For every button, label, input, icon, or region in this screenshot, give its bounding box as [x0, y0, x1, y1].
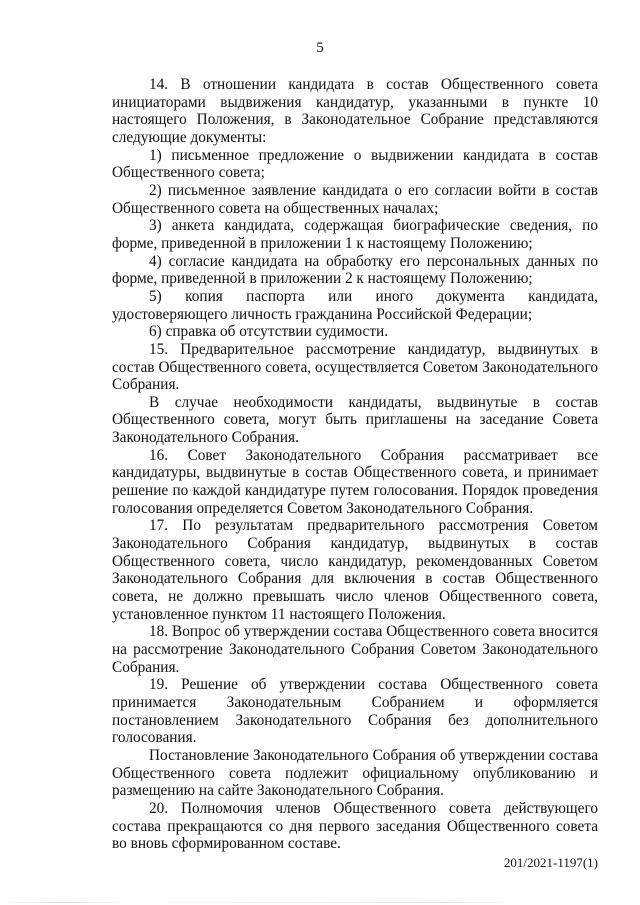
list-item-2: 2) письменное заявление кандидата о его согласии войти в состав Общественного совета на общественных началах; — [112, 181, 598, 217]
list-item-5: 5) копия паспорта или иного документа кандидата, удостоверяющего личность гражданина Российской Федерации; — [112, 287, 598, 323]
paragraph-20: 20. Полномочия членов Общественного совета действующего состава прекращаются со дня первого заседания Общественного совета во вновь сформированном составе. — [112, 799, 598, 853]
list-item-6: 6) справка об отсутствии судимости. — [149, 323, 389, 341]
list-item-1: 1) письменное предложение о выдвижении кандидата в состав Общественного совета; — [112, 146, 598, 182]
paragraph-19: 19. Решение об утверждении состава Общественного совета принимается Законодательным Собранием и оформляется постановлением Законодательного Собрания без дополнительного голосования. — [112, 676, 598, 747]
paragraph-15-continued: В случае необходимости кандидаты, выдвинутые в состав Общественного совета, могут быть приглашены на заседание Совета Законодательного Собрания. — [112, 393, 598, 447]
paragraph-15: 15. Предварительное рассмотрение кандидатур, выдвинутых в состав Общественного совета, осуществляется Советом Законодательного Собрания. — [112, 340, 598, 394]
document-registration-code: 201/2021-1197(1) — [503, 855, 598, 870]
scan-edge-line — [0, 902, 640, 903]
paragraph-17: 17. По результатам предварительного рассмотрения Советом Законодательного Собрания кандидатур, выдвинутых в состав Общественного совета, число кандидатур, рекомендованных Советом Законодательного Собрания для включения в состав Общественного совета, не должно превышать число членов Общественного совета, установленное пунктом 11 настоящего Положения. — [112, 517, 598, 623]
paragraph-18: 18. Вопрос об утверждении состава Общественного совета вносится на рассмотрение Законодательного Собрания Советом Законодательного Собрания. — [112, 623, 598, 676]
list-item-4: 4) согласие кандидата на обработку его персональных данных по форме, приведенной в приложении 2 к настоящему Положению; — [112, 252, 598, 288]
list-item-3: 3) анкета кандидата, содержащая биографические сведения, по форме, приведенной в приложении 1 к настоящему Положению; — [112, 217, 598, 252]
page-number: 5 — [316, 40, 324, 56]
paragraph-19-continued: Постановление Законодательного Собрания об утверждении состава Общественного совета подлежит официальному опубликованию и размещению на сайте Законодательного Собрания. — [112, 746, 598, 800]
document-body — [112, 76, 598, 853]
paragraph-14: 14. В отношении кандидата в состав Общественного совета инициаторами выдвижения кандидатур, указанными в пункте 10 настоящего Положения, в Законодательное Собрание представляются следующие документы: — [112, 76, 598, 146]
paragraph-16: 16. Совет Законодательного Собрания рассматривает все кандидатуры, выдвинутые в состав Общественного совета, и принимает решение по каждой кандидатуре путем голосования. Порядок проведения голосования определяется Советом Законодательного Собрания. — [112, 446, 598, 517]
